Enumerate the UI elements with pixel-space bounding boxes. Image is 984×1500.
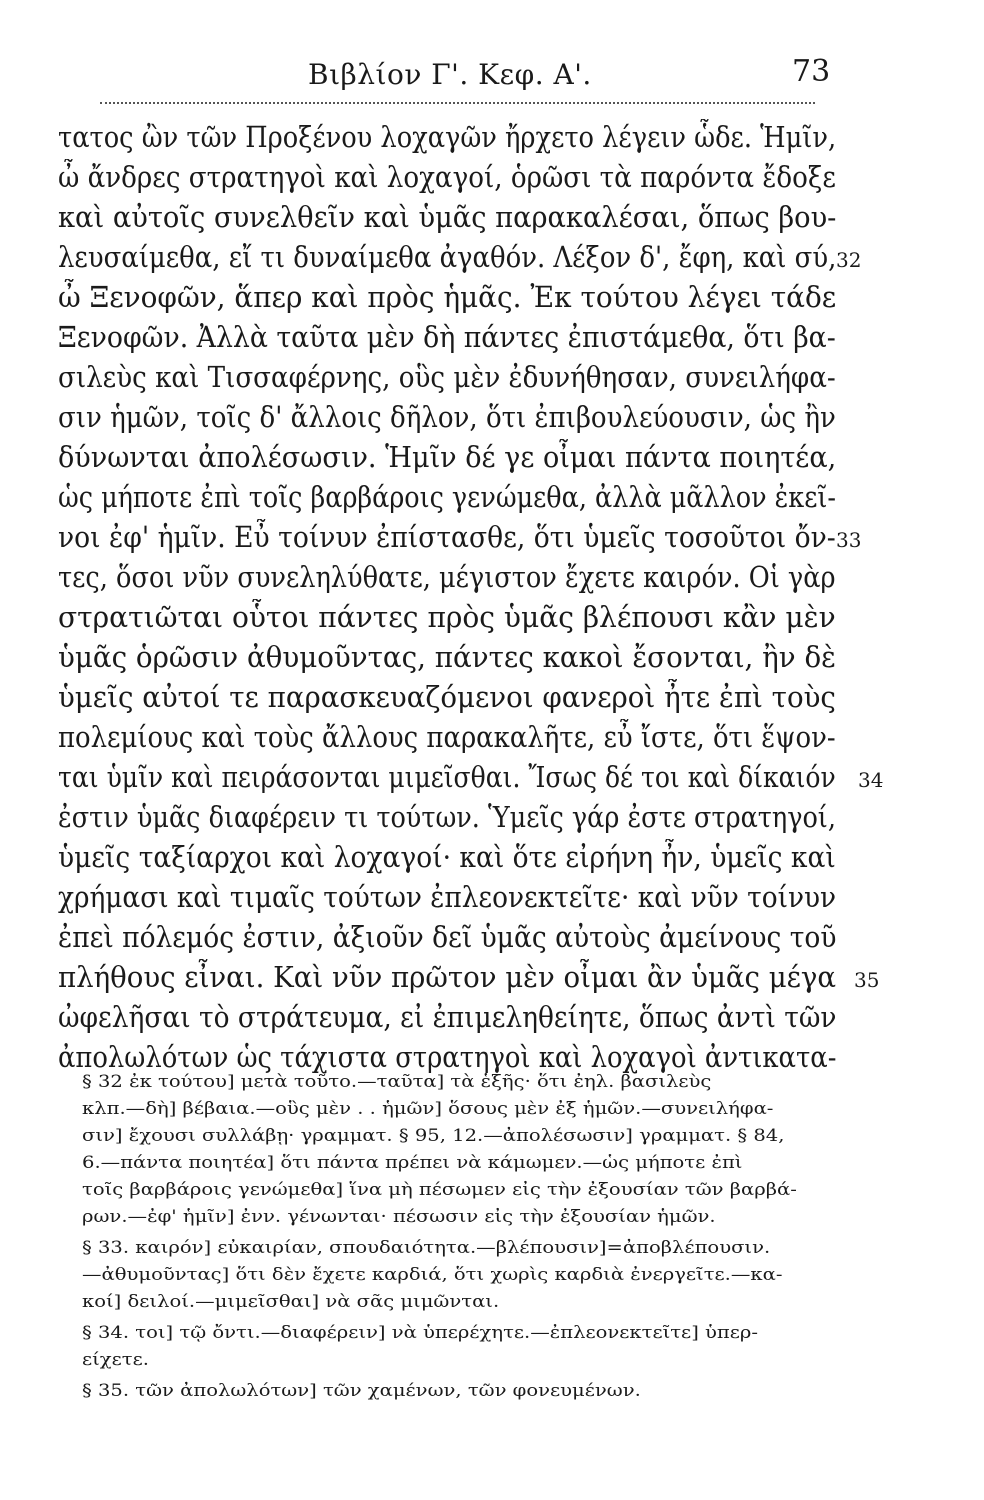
text-line-content: ἐπεὶ πόλεμός ἐστιν, ἀξιοῦν δεῖ ὑμᾶς αὐτοὺς ἀμείνους τοῦ <box>58 921 837 954</box>
text-line-content: λευσαίμεθα, εἴ τι δυναίμεθα ἀγαθόν. Λέξον δ', ἔφη, καὶ σύ, <box>58 241 837 274</box>
text-line-content: σιλεὺς καὶ Τισσαφέρνης, οὓς μὲν ἐδυνήθησαν, συνειλήφα- <box>58 361 836 394</box>
text-line-content: ἐστιν ὑμᾶς διαφέρειν τι τούτων. Ὑμεῖς γάρ ἐστε στρατηγοί, <box>58 801 836 834</box>
text-line <box>58 878 858 918</box>
text-line <box>58 398 858 438</box>
footnote-text: είχετε. <box>82 1350 149 1370</box>
footnote-line <box>82 1288 872 1316</box>
text-line-content: ὡς μήποτε ἐπὶ τοῖς βαρβάροις γενώμεθα, ἀλλὰ μᾶλλον ἐκεῖ- <box>58 481 836 514</box>
text-line <box>58 718 858 758</box>
text-line-content: πλήθους εἶναι. Καὶ νῦν πρῶτον μὲν οἶμαι ἂν ὑμᾶς μέγα <box>58 961 837 994</box>
text-line <box>58 678 858 718</box>
text-line <box>58 278 858 318</box>
text-line-content: τες, ὅσοι νῦν συνεληλύθατε, μέγιστον ἔχετε καιρόν. Οἱ γὰρ <box>58 561 836 594</box>
text-line-content: ὑμᾶς ὁρῶσιν ἀθυμοῦντας, πάντες κακοὶ ἔσονται, ἢν δὲ <box>58 641 837 674</box>
section-number: 32 <box>836 248 862 272</box>
text-line-content: ὑμεῖς ταξίαρχοι καὶ λοχαγοί· καὶ ὅτε εἰρήνη ἦν, ὑμεῖς καὶ <box>58 841 836 874</box>
footnote-text: 6.—πάντα ποιητέα] ὅτι πάντα πρέπει νὰ κάμωμεν.—ὡς μήποτε ἐπὶ <box>82 1153 743 1173</box>
footnote-line <box>82 1095 872 1123</box>
section-number: 34 <box>858 768 884 792</box>
text-line-content: τατος ὢν τῶν Προξένου λοχαγῶν ἤρχετο λέγειν ὧδε. Ἡμῖν, <box>58 121 837 154</box>
text-line <box>58 318 858 358</box>
header-dotted-rule <box>100 102 815 104</box>
text-line-content: ὦ Ξενοφῶν, ἅπερ καὶ πρὸς ἡμᾶς. Ἐκ τούτου λέγει τάδε <box>58 281 837 314</box>
footnote-text: § 35. τῶν ἀπολωλότων] τῶν χαμένων, τῶν φονευμένων. <box>82 1381 641 1401</box>
text-line-content: ὦ ἄνδρες στρατηγοὶ καὶ λοχαγοί, ὁρῶσι τὰ παρόντα ἔδοξε <box>58 161 836 194</box>
text-line <box>58 518 862 558</box>
text-line-content: δύνωνται ἀπολέσωσιν. Ἡμῖν δέ γε οἶμαι πάντα ποιητέα, <box>58 441 837 474</box>
text-line <box>58 598 858 638</box>
text-line <box>58 238 862 278</box>
text-line <box>58 478 858 518</box>
footnote-text: κοί] δειλοί.—μιμεῖσθαι] νὰ σᾶς μιμῶνται. <box>82 1292 500 1312</box>
footnote-text: τοῖς βαρβάροις γενώμεθα] ἵνα μὴ πέσωμεν εἰς τὴν ἐξουσίαν τῶν βαρβά- <box>82 1180 797 1200</box>
footnote-text: § 34. τοι] τῷ ὄντι.—διαφέρειν] νὰ ὑπερέχητε.—ἐπλεονεκτεῖτε] ὑπερ- <box>82 1323 759 1343</box>
text-line-content: σιν ἡμῶν, τοῖς δ' ἄλλοις δῆλον, ὅτι ἐπιβουλεύουσιν, ὡς ἢν <box>58 401 836 434</box>
text-line <box>58 918 858 958</box>
text-line <box>58 158 858 198</box>
text-line <box>58 998 858 1038</box>
page-number: 73 <box>792 54 831 89</box>
text-line <box>58 118 858 158</box>
text-line-content: ὑμεῖς αὐτοί τε παρασκευαζόμενοι φανεροὶ ἦτε ἐπὶ τοὺς <box>58 681 836 714</box>
text-line-content: ἀπολωλότων ὡς τάχιστα στρατηγοὶ καὶ λοχαγοὶ ἀντικατα- <box>58 1041 837 1074</box>
footnote-text: ρων.—ἐφ' ἡμῖν] ἐνν. γένωνται· πέσωσιν εἰς τὴν ἐξουσίαν ἡμῶν. <box>82 1207 716 1227</box>
text-line <box>58 798 858 838</box>
text-line-content: νοι ἐφ' ἡμῖν. Εὖ τοίνυν ἐπίστασθε, ὅτι ὑμεῖς τοσοῦτοι ὄν- <box>58 521 836 554</box>
footnote-text: —ἀθυμοῦντας] ὅτι δὲν ἔχετε καρδιά, ὅτι χωρὶς καρδιὰ ἐνεργεῖτε.—κα- <box>82 1265 783 1285</box>
text-line <box>58 958 880 998</box>
section-number: 35 <box>854 968 880 992</box>
footnote-line <box>82 1149 872 1177</box>
text-line <box>58 758 884 798</box>
footnote-line <box>82 1203 872 1231</box>
text-line <box>58 558 858 598</box>
text-line-content: πολεμίους καὶ τοὺς ἄλλους παρακαλῆτε, εὖ ἴστε, ὅτι ἕψον- <box>58 721 836 754</box>
running-head <box>0 50 984 96</box>
footnote-text: κλπ.—δὴ] βέβαια.—οὓς μὲν . . ἡμῶν] ὅσους μὲν ἐξ ἡμῶν.—συνειλήφα- <box>82 1099 774 1119</box>
text-line <box>58 638 858 678</box>
text-line <box>58 358 858 398</box>
text-line-content: ὠφελῆσαι τὸ στράτευμα, εἰ ἐπιμεληθείητε, ὅπως ἀντὶ τῶν <box>58 1001 837 1034</box>
text-line <box>58 838 858 878</box>
footnote-text: § 33. καιρόν] εὐκαιρίαν, σπουδαιότητα.—βλέπουσιν]=ἀποβλέπουσιν. <box>82 1238 771 1258</box>
footnote-line <box>82 1346 872 1374</box>
footnote-line <box>82 1319 872 1347</box>
text-line-content: Ξενοφῶν. Ἀλλὰ ταῦτα μὲν δὴ πάντες ἐπιστάμεθα, ὅτι βα- <box>58 321 836 354</box>
text-line-content: χρήμασι καὶ τιμαῖς τούτων ἐπλεονεκτεῖτε· καὶ νῦν τοίνυν <box>58 881 837 914</box>
footnote-line <box>82 1122 872 1150</box>
footnote-line <box>82 1261 872 1289</box>
footnote-text: σιν] ἔχουσι συλλάβῃ· γραμματ. § 95, 12.—ἀπολέσωσιν] γραμματ. § 84, <box>82 1126 785 1146</box>
text-line <box>58 438 858 478</box>
running-title: Βιβλίον Γ'. Κεφ. Α'. <box>308 58 592 91</box>
text-line-content: στρατιῶται οὗτοι πάντες πρὸς ὑμᾶς βλέπουσι κἂν μὲν <box>58 601 836 634</box>
text-line-content: καὶ αὐτοῖς συνελθεῖν καὶ ὑμᾶς παρακαλέσαι, ὅπως βου- <box>58 201 837 234</box>
footnote-line <box>82 1234 872 1262</box>
footnote-text: § 32 ἐκ τούτου] μετὰ τοῦτο.—ταῦτα] τὰ ἑξῆς· ὅτι ἐηλ. βασιλεὺς <box>82 1072 712 1092</box>
text-line <box>58 198 858 238</box>
footnote-line <box>82 1176 872 1204</box>
footnote-line <box>82 1377 872 1405</box>
text-line-content: ται ὑμῖν καὶ πειράσονται μιμεῖσθαι. Ἴσως δέ τοι καὶ δίκαιόν <box>58 761 836 794</box>
section-number: 33 <box>836 528 862 552</box>
footnote-line <box>82 1068 872 1096</box>
